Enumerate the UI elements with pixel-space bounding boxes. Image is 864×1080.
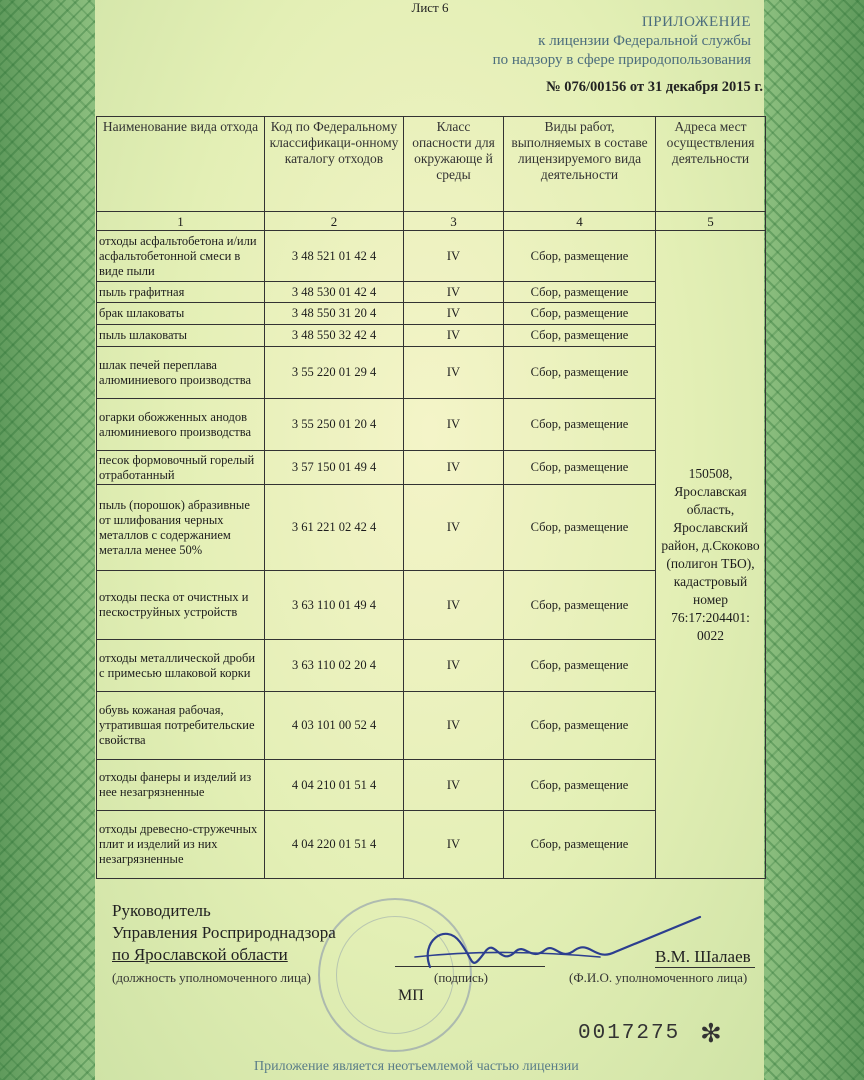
work-type: Сбор, размещение — [504, 282, 656, 303]
waste-code: 3 48 521 01 42 4 — [265, 231, 404, 282]
work-type: Сбор, размещение — [504, 811, 656, 879]
waste-name: отходы фанеры и изделий из нее незагрязненные — [97, 760, 265, 811]
position-line: Руководитель — [112, 901, 211, 920]
hazard-class: IV — [404, 571, 504, 640]
waste-name: отходы древесно-стружечных плит и изделий из них незагрязненные — [97, 811, 265, 879]
work-type: Сбор, размещение — [504, 760, 656, 811]
serial-number: 0017275 — [578, 1022, 681, 1045]
waste-name: отходы металлической дроби с примесью шлаковой корки — [97, 640, 265, 692]
hazard-class: IV — [404, 692, 504, 760]
waste-code: 3 48 550 31 20 4 — [265, 303, 404, 325]
column-number-row — [97, 212, 766, 231]
waste-code: 3 61 221 02 42 4 — [265, 485, 404, 571]
hazard-class: IV — [404, 325, 504, 347]
column-number: 1 — [97, 212, 265, 231]
signatory-name: В.М. Шалаев — [655, 947, 755, 968]
appendix-note: Приложение является неотъемлемой частью лицензии — [254, 1059, 579, 1074]
waste-name: обувь кожаная рабочая, утратившая потребительские свойства — [97, 692, 265, 760]
waste-name: пыль шлаковаты — [97, 325, 265, 347]
hazard-class: IV — [404, 399, 504, 451]
waste-code: 3 48 550 32 42 4 — [265, 325, 404, 347]
work-type: Сбор, размещение — [504, 485, 656, 571]
work-type: Сбор, размещение — [504, 571, 656, 640]
hazard-class: IV — [404, 303, 504, 325]
column-header-class: Класс опасности для окружающе й среды — [404, 117, 504, 212]
hazard-class: IV — [404, 451, 504, 485]
license-number: № 076/00156 от 31 декабря 2015 г. — [546, 79, 763, 95]
table-row — [97, 231, 766, 282]
column-number: 2 — [265, 212, 404, 231]
official-position — [112, 900, 336, 966]
position-line: по Ярославской области — [112, 945, 288, 964]
hazard-class: IV — [404, 485, 504, 571]
work-type: Сбор, размещение — [504, 231, 656, 282]
sheet-label: Лист 6 — [411, 0, 449, 15]
work-type: Сбор, размещение — [504, 692, 656, 760]
hazard-class: IV — [404, 231, 504, 282]
waste-name: пыль графитная — [97, 282, 265, 303]
waste-code: 3 48 530 01 42 4 — [265, 282, 404, 303]
appendix-title: ПРИЛОЖЕНИЕ — [641, 14, 751, 30]
waste-name: шлак печей переплава алюминиевого производства — [97, 347, 265, 399]
work-type: Сбор, размещение — [504, 451, 656, 485]
waste-name: пыль (порошок) абразивные от шлифования черных металлов с содержанием металла менее 50% — [97, 485, 265, 571]
work-type: Сбор, размещение — [504, 640, 656, 692]
caption-signature: (подпись) — [434, 970, 488, 985]
work-type: Сбор, размещение — [504, 303, 656, 325]
column-number: 3 — [404, 212, 504, 231]
work-type: Сбор, размещение — [504, 325, 656, 347]
waste-code: 4 04 210 01 51 4 — [265, 760, 404, 811]
waste-name: брак шлаковаты — [97, 303, 265, 325]
waste-name: отходы асфальтобетона и/или асфальтобетонной смеси в виде пыли — [97, 231, 265, 282]
decorative-border-right — [764, 0, 864, 1080]
column-number: 5 — [656, 212, 766, 231]
waste-name: огарки обожженных анодов алюминиевого производства — [97, 399, 265, 451]
hazard-class: IV — [404, 760, 504, 811]
position-line: Управления Росприроднадзора — [112, 923, 336, 942]
table-header-row — [97, 117, 766, 212]
waste-name: отходы песка от очистных и пескоструйных устройств — [97, 571, 265, 640]
caption-position: (должность уполномоченного лица) — [112, 970, 312, 985]
waste-code: 3 55 250 01 20 4 — [265, 399, 404, 451]
column-number: 4 — [504, 212, 656, 231]
waste-code: 3 57 150 01 49 4 — [265, 451, 404, 485]
waste-table — [96, 116, 766, 879]
appendix-subtitle-line1: к лицензии Федеральной службы — [538, 33, 751, 49]
work-type: Сбор, размещение — [504, 399, 656, 451]
stamp-place-label: МП — [398, 987, 424, 1004]
waste-code: 3 63 110 01 49 4 — [265, 571, 404, 640]
column-header-name: Наименование вида отхода — [97, 117, 265, 212]
work-type: Сбор, размещение — [504, 347, 656, 399]
hazard-class: IV — [404, 282, 504, 303]
column-header-code: Код по Федеральному классификаци-онному каталогу отходов — [265, 117, 404, 212]
hazard-class: IV — [404, 640, 504, 692]
waste-code: 3 63 110 02 20 4 — [265, 640, 404, 692]
appendix-header — [493, 13, 751, 70]
decorative-border-left — [0, 0, 95, 1080]
appendix-subtitle-line2: по надзору в сфере природопользования — [492, 52, 751, 68]
waste-name: песок формовочный горелый отработанный — [97, 451, 265, 485]
waste-code: 4 03 101 00 52 4 — [265, 692, 404, 760]
hazard-class: IV — [404, 347, 504, 399]
column-header-address: Адреса мест осуществления деятельности — [656, 117, 766, 212]
waste-code: 4 04 220 01 51 4 — [265, 811, 404, 879]
activity-address: 150508, Ярославская область, Ярославский район, д.Скоково (полигон ТБО), кадастровый номер 76:17:204401: 0022 — [656, 231, 766, 879]
column-header-work: Виды работ, выполняемых в составе лицензируемого вида деятельности — [504, 117, 656, 212]
caption-fio: (Ф.И.О. уполномоченного лица) — [569, 970, 748, 985]
waste-code: 3 55 220 01 29 4 — [265, 347, 404, 399]
hazard-class: IV — [404, 811, 504, 879]
handwritten-signature — [400, 912, 730, 982]
serial-mark: ✻ — [700, 1019, 722, 1048]
